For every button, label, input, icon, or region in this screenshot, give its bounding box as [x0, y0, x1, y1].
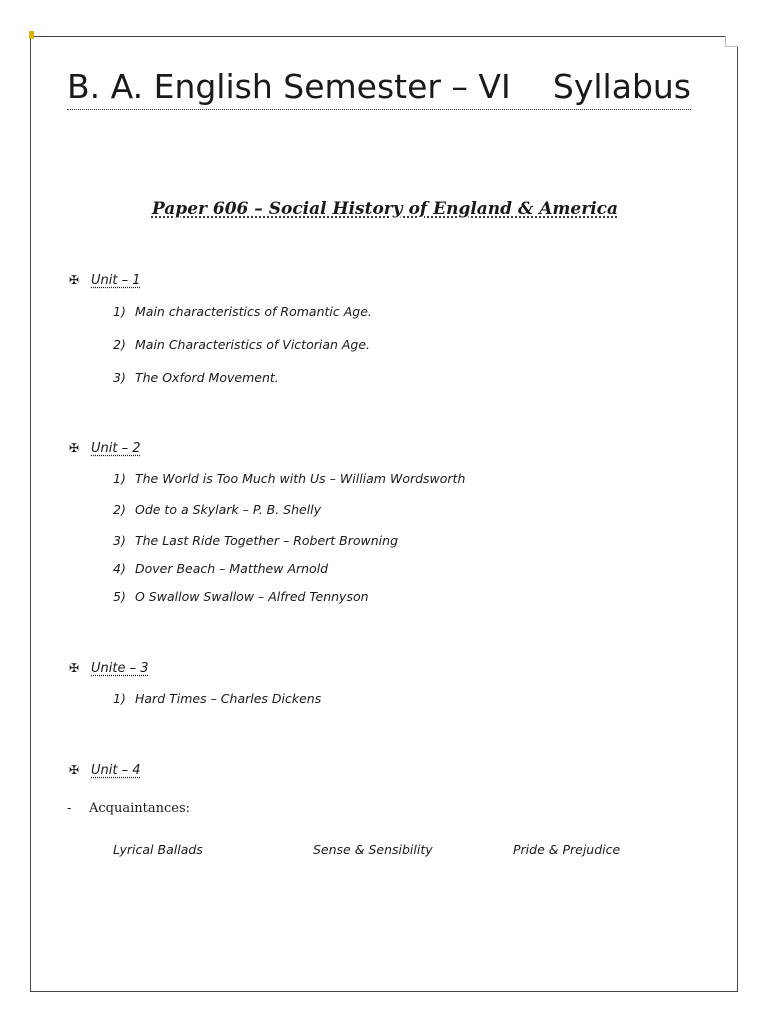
- unit-heading-2: [69, 441, 141, 456]
- page-frame: [30, 36, 738, 992]
- item-text: Hard Times – Charles Dickens: [135, 691, 322, 706]
- list-item: [113, 370, 279, 385]
- item-number: 1): [113, 304, 126, 319]
- title-underline: [67, 109, 691, 110]
- item-text: Main characteristics of Romantic Age.: [135, 304, 372, 319]
- dash-marker: -: [67, 801, 72, 816]
- acquaintances-line: [67, 801, 190, 816]
- page-corner-fold: [725, 36, 738, 47]
- item-number: 2): [113, 337, 126, 352]
- list-item: [113, 533, 398, 548]
- item-text: The World is Too Much with Us – William Wordsworth: [135, 471, 466, 486]
- item-number: 1): [113, 691, 126, 706]
- title-right: Syllabus: [552, 67, 691, 106]
- unit-heading-4: [69, 763, 141, 778]
- acquaintance-item: Lyrical Ballads: [113, 842, 203, 857]
- list-item: [113, 561, 328, 576]
- acquaintance-item: Sense & Sensibility: [313, 842, 433, 857]
- item-number: 1): [113, 471, 126, 486]
- item-text: Main Characteristics of Victorian Age.: [135, 337, 371, 352]
- item-text: The Last Ride Together – Robert Browning: [135, 533, 399, 548]
- list-item: [113, 589, 369, 604]
- list-item: [113, 304, 372, 319]
- paper-heading-text: Paper 606 – Social History of England & America: [151, 199, 619, 219]
- paper-heading: [31, 199, 739, 219]
- acquaintances-label: Acquaintances:: [89, 801, 191, 816]
- item-number: 3): [113, 370, 126, 385]
- item-number: 2): [113, 502, 126, 517]
- unit-label: Unite – 3: [91, 661, 149, 676]
- item-number: 5): [113, 589, 126, 604]
- item-text: Dover Beach – Matthew Arnold: [135, 561, 329, 576]
- item-text: O Swallow Swallow – Alfred Tennyson: [135, 589, 369, 604]
- item-number: 3): [113, 533, 126, 548]
- unit-heading-3: [69, 661, 149, 676]
- list-item: [113, 471, 465, 486]
- maltese-cross-icon: ✠: [69, 661, 80, 675]
- item-number: 4): [113, 561, 126, 576]
- list-item: [113, 691, 321, 706]
- acquaintance-item: Pride & Prejudice: [513, 842, 621, 857]
- anchor-marker-icon: [29, 31, 34, 39]
- unit-label: Unit – 2: [91, 441, 141, 456]
- item-text: Ode to a Skylark – P. B. Shelly: [135, 502, 322, 517]
- list-item: [113, 502, 321, 517]
- unit-label: Unit – 4: [91, 763, 141, 778]
- maltese-cross-icon: ✠: [69, 441, 80, 455]
- maltese-cross-icon: ✠: [69, 273, 80, 287]
- unit-heading-1: [69, 273, 141, 288]
- list-item: [113, 337, 370, 352]
- item-text: The Oxford Movement.: [135, 370, 279, 385]
- title-left: B. A. English Semester – VI: [67, 67, 511, 106]
- maltese-cross-icon: ✠: [69, 763, 80, 777]
- unit-label: Unit – 1: [91, 273, 141, 288]
